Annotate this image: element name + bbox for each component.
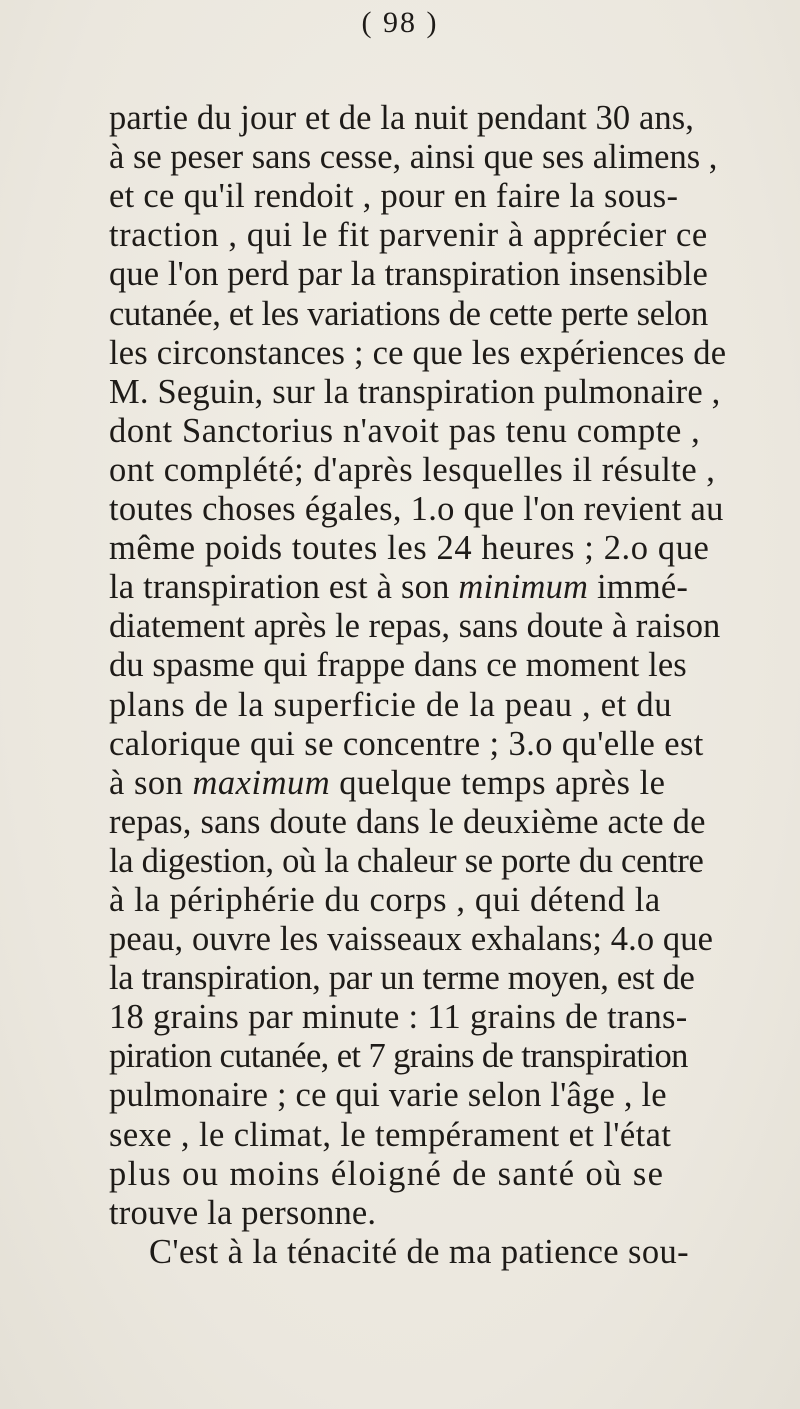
text-line: que l'on perd par la transpiration insensible [109,255,708,293]
text-segment: la transpiration est à son [109,568,459,606]
text-segment: à son [109,764,193,802]
text-line: M. Seguin, sur la transpiration pulmonaire , [109,373,721,411]
text-line: C'est à la ténacité de ma patience sou- [149,1233,690,1271]
text-line: repas, sans doute dans le deuxième acte de [109,803,706,841]
text-line: du spasme qui frappe dans ce moment les [109,646,687,684]
text-line: à se peser sans cesse, ainsi que ses alimens , [109,138,718,176]
text-line: plans de la superficie de la peau , et du [109,686,673,724]
text-line: plus ou moins éloigné de santé où se [109,1155,665,1193]
text-line: dont Sanctorius n'avoit pas tenu compte , [109,412,701,450]
text-line: la transpiration, par un terme moyen, est de [109,959,695,997]
text-line: calorique qui se concentre ; 3.o qu'elle est [109,725,704,763]
italic-term: maximum [192,764,331,802]
text-segment: quelque temps après le [330,764,666,802]
text-line: trouve la personne. [109,1194,377,1232]
text-segment: immé- [588,568,689,606]
text-line: à la périphérie du corps , qui détend la [109,881,661,919]
text-line [109,567,688,607]
text-line: partie du jour et de la nuit pendant 30 ans, [109,99,694,137]
italic-term: minimum [458,568,589,606]
text-line: cutanée, et les variations de cette perte selon [109,295,708,333]
text-line: toutes choses égales, 1.o que l'on revient au [109,490,724,528]
text-line: sexe , le climat, le tempérament et l'état [109,1116,672,1154]
text-line: pulmonaire ; ce qui varie selon l'âge , le [109,1076,667,1114]
text-line: ont complété; d'après lesquelles il résulte , [109,451,716,489]
text-line: la digestion, où la chaleur se porte du centre [109,842,704,880]
text-line: 18 grains par minute : 11 grains de trans- [109,998,688,1036]
page-number: ( 98 ) [361,6,439,39]
text-line: traction , qui le fit parvenir à apprécier ce [109,216,708,254]
text-line: et ce qu'il rendoit , pour en faire la sous- [109,177,679,215]
text-line: diatement après le repas, sans doute à raison [109,607,721,645]
text-line: piration cutanée, et 7 grains de transpiration [109,1037,688,1075]
text-line: peau, ouvre les vaisseaux exhalans; 4.o que [109,920,714,958]
text-line: même poids toutes les 24 heures ; 2.o que [109,529,710,567]
text-line [109,763,665,803]
text-line: les circonstances ; ce que les expériences de [109,334,727,372]
